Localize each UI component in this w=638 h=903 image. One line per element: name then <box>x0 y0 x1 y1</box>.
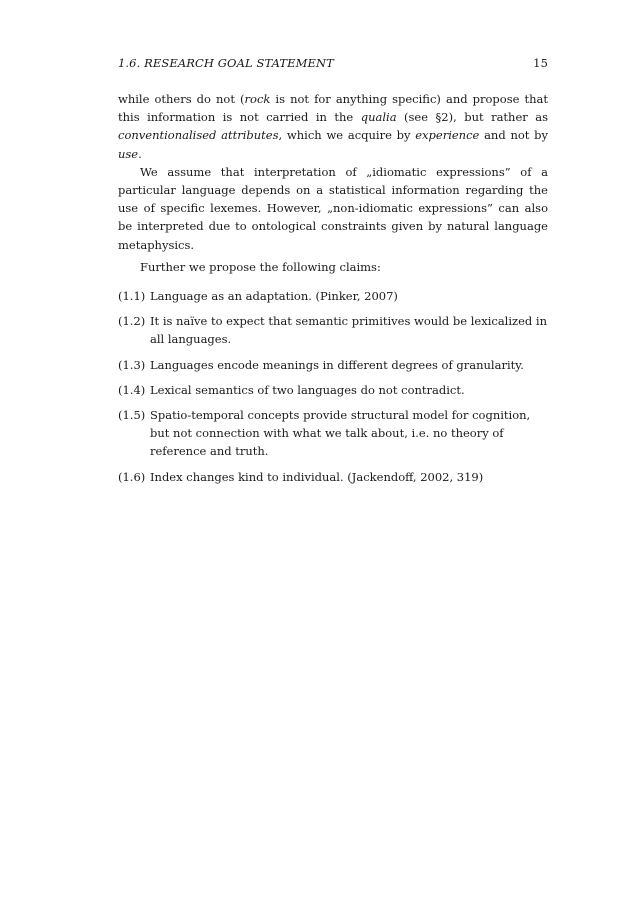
paragraph-1 <box>118 90 548 163</box>
page-number: 15 <box>533 56 548 70</box>
running-head <box>118 56 548 70</box>
claim-number: (1.5) <box>118 408 146 423</box>
paragraph-3: Further we propose the following claims: <box>140 259 381 274</box>
claim-number: (1.1) <box>118 289 146 304</box>
claim-item <box>118 406 548 461</box>
claim-number: (1.6) <box>118 469 146 484</box>
text-run: is not for anything specific) and propose that this information is not carried in the <box>118 92 548 125</box>
claim-text: Language as an adaptation. (Pinker, 2007) <box>150 289 398 304</box>
claim-item <box>118 356 548 374</box>
italic-term: experience <box>415 128 480 143</box>
italic-term: rock <box>244 92 271 106</box>
claim-text: Languages encode meanings in different degrees of granularity. <box>150 357 524 372</box>
claim-number: (1.4) <box>118 382 146 397</box>
text-run: and not by <box>479 128 548 143</box>
claim-text: Spatio-temporal concepts provide structural model for cognition, but not connection with what we talk about, i.e. no theory of reference and truth. <box>150 408 531 459</box>
claim-text: Index changes kind to individual. (Jackendoff, 2002, 319) <box>150 469 484 484</box>
text-run: , which we acquire by <box>278 128 416 143</box>
paragraph-2: We assume that interpretation of „idiomatic expressions” of a particular language depends on a statistical information regarding the use of specific lexemes. However, „non-idiomatic expressions” can also be interpreted due to ontological constraints given by natural language metaphysics. <box>118 164 548 252</box>
claim-item <box>118 381 548 399</box>
claim-item <box>118 312 548 348</box>
text-run: (see §2), but rather as <box>396 110 549 125</box>
section-title: 1.6. RESEARCH GOAL STATEMENT <box>118 56 334 70</box>
italic-term: qualia <box>360 110 397 125</box>
claim-item <box>118 287 548 305</box>
text-run: . <box>138 146 142 161</box>
claim-text: Lexical semantics of two languages do not contradict. <box>150 382 465 397</box>
italic-term: conventionalised attributes <box>118 128 279 143</box>
italic-term: use <box>118 146 139 161</box>
body-text <box>118 90 548 486</box>
claim-number: (1.3) <box>118 357 146 372</box>
claim-number: (1.2) <box>118 314 146 329</box>
claim-item <box>118 468 548 486</box>
claim-text: It is naïve to expect that semantic primitives would be lexicalized in all languages. <box>150 314 547 347</box>
text-run: while others do not ( <box>118 92 245 106</box>
